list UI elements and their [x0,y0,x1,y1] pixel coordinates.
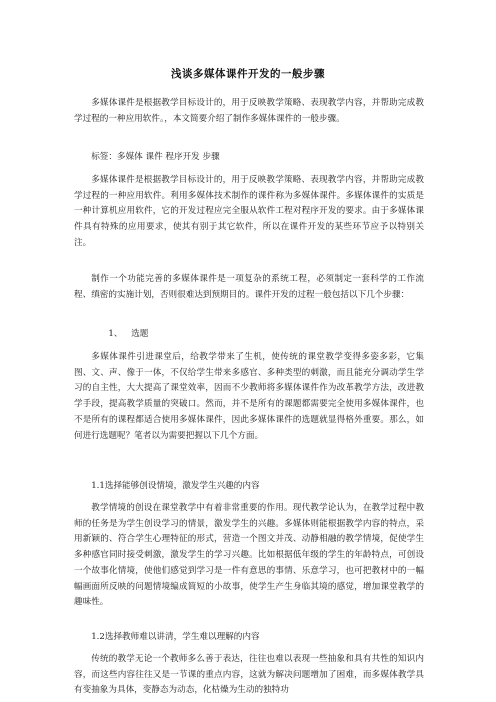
keywords-line: 标签：多媒体 课件 程序开发 步骤 [91,152,220,162]
topic-paragraph: 多媒体课件引进课堂后，给教学带来了生机，使传统的课堂教学变得多姿多彩，它集图、文、声、像于一体，不仅给学生带来多感官、多种类型的刺激，而且能充分调动学生学习的自主性，大大提高了课堂效率，因而不少教师将多媒体课件作为改革教学方法，改进教学手段，提高教学质量的突破口。然而，并不是所有的课题都需要完全使用多媒体课件，也不是所有的课程都适合使用多媒体课件，因此多媒体课件的选题就显得格外重要。那么，如何进行选题呢？笔者以为需要把握以下几个方面。 [74,352,424,441]
subsection-heading-1-1: 1.1选择能够创设情境，激发学生兴趣的内容 [91,481,260,491]
intro-paragraph: 多媒体课件是根据教学目标设计的，用于反映教学策略、表现教学内容，并帮助完成教学过程的一种应用软件。利用多媒体技术制作的课件称为多媒体课件。多媒体课件的实质是一种计算机应用软件，它的开发过程应完全服从软件工程对程序开发的要求。由于多媒体课件具有特殊的应用要求，使其有别于其它软件，所以在课件开发的某些环节应予以特别关注。 [74,175,424,248]
subsection-1-2-paragraph: 传统的教学无论一个教师多么善于表达，往往也难以表现一些抽象和具有共性的知识内容，而这些内容往往又是一节课的重点内容，这就为解决问题增加了困难，而多媒体教学具有变抽象为具体，变静态为动态，化枯燥为生动的独特功 [74,654,424,696]
subsection-heading-1-2: 1.2选择教师难以讲清，学生难以理解的内容 [91,632,260,642]
section-heading-1 [74,327,424,343]
section-number: 1、 [108,329,123,339]
subsection-1-1-paragraph: 教学情境的创设在课堂教学中有着非常重要的作用。现代教学论认为，在教学过程中教师的任务是为学生创设学习的情景，激发学生的兴趣。多媒体则能根据教学内容的特点，采用新颖的、符合学生心理特征的形式，营造一个图文并茂、动静相融的教学情境，促使学生多种感官同时接受刺激，激发学生的学习兴趣。比如根据低年级的学生的年龄特点，可创设一个故事化情境，使他们感觉到学习是一件有意思的事情、乐意学习，也可把教材中的一幅幅画面所反映的问题情境编成简短的小故事，使学生产生身临其境的感觉，增加课堂教学的趣味性。 [74,503,424,608]
steps-paragraph: 制作一个功能完善的多媒体课件是一项复杂的系统工程，必须制定一套科学的工作流程、缜密的实施计划，否则很难达到预期目的。课件开发的过程一般包括以下几个步骤： [74,274,424,300]
abstract-paragraph: 多媒体课件是根据教学目标设计的，用于反映教学策略、表现教学内容，并帮助完成教学过程的一种应用软件。，本文简要介绍了制作多媒体课件的一般步骤。 [74,98,424,124]
section-title: 选题 [131,329,149,339]
page-title: 浅谈多媒体课件开发的一般步骤 [171,68,325,80]
